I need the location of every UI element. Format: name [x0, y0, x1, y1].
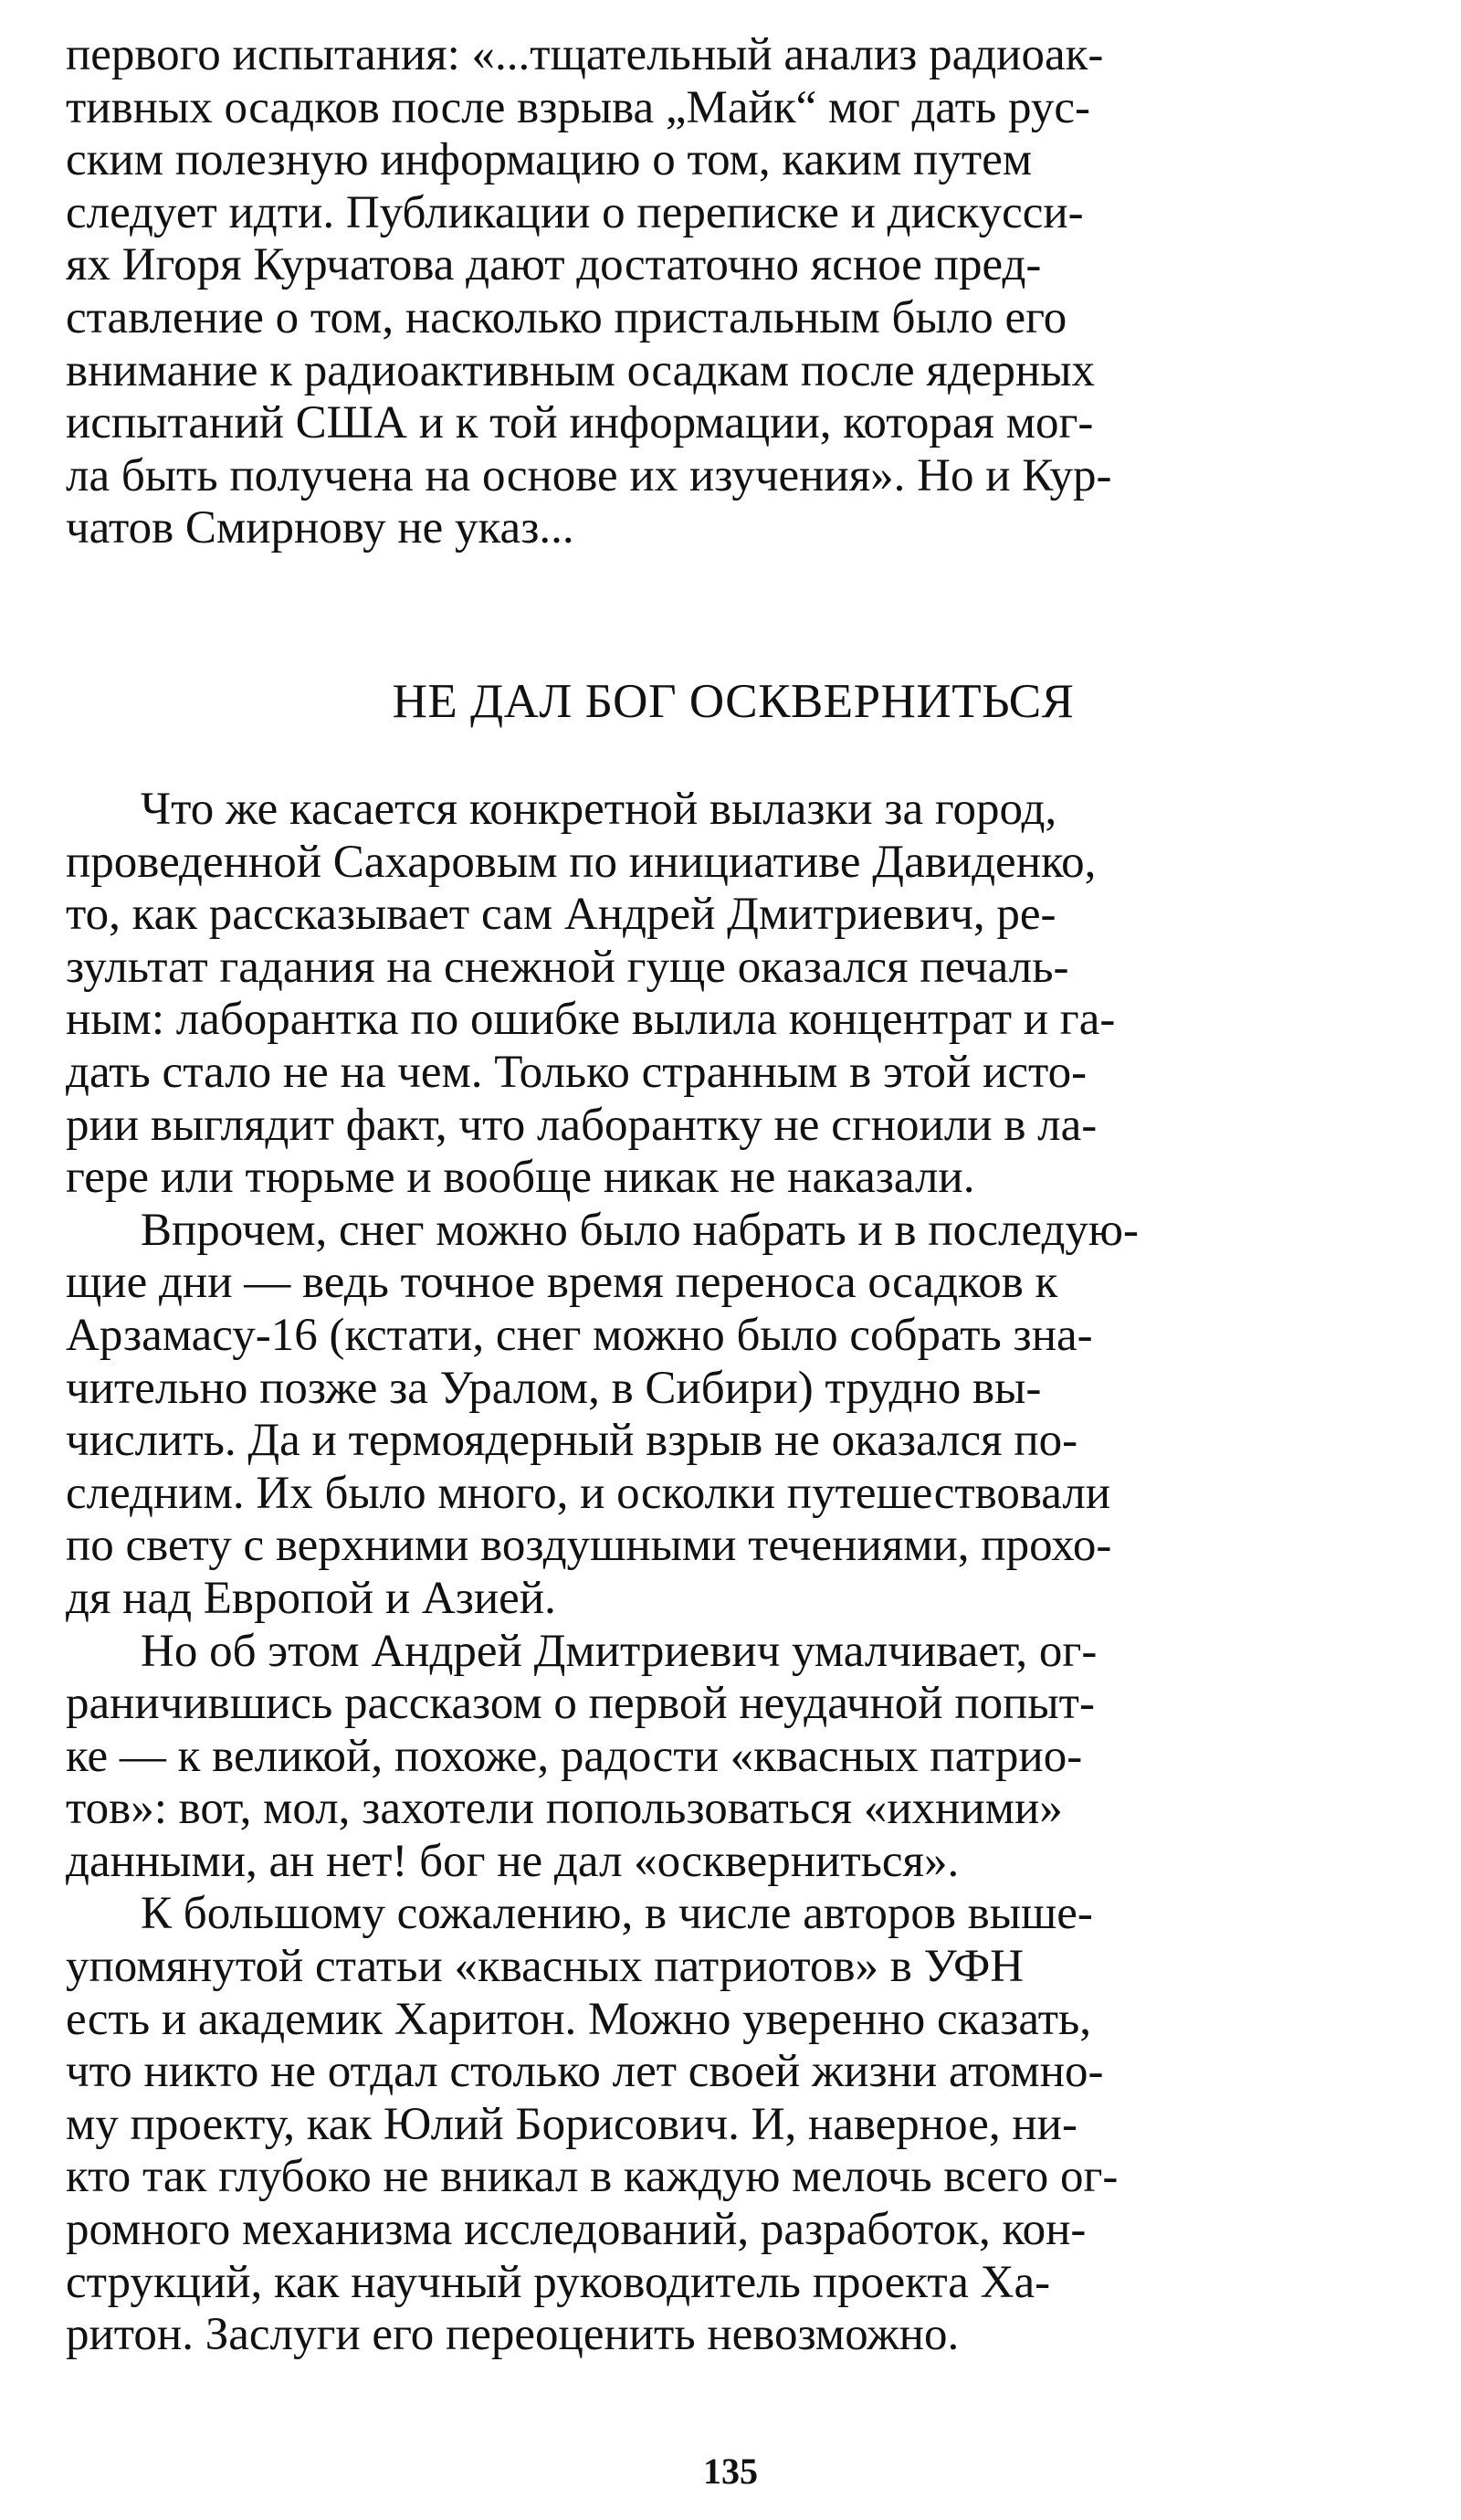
continued-paragraph-block — [66, 29, 1401, 555]
section-body — [66, 784, 1401, 2362]
paragraph: Что же касается конкретной вылазки за город, проведенной Сахаровым по инициативе Давиденко, то, как рассказывает сам Андрей Дмитриевич, ре- зультат гадания на снежной гуще оказался печаль- ным: лаборантка по ошибке вылила концентрат и га- дать стало не на чем. Только странным в этой исто- рии выглядит факт, что лаборантку не сгноили в ла- гере или тюрьме и вообще никак не наказали. — [66, 784, 1116, 1204]
section-heading: НЕ ДАЛ БОГ ОСКВЕРНИТЬСЯ — [392, 675, 1075, 728]
continued-paragraph: первого испытания: «...тщательный анализ радиоак- тивных осадков после взрыва „Майк“ мог дать рус- ским полезную информацию о том, каким путем следует идти. Публикации о переписке и дискусси- ях Игоря Курчатова дают достаточно ясное пред- ставление о том, насколько пристальным было его внимание к радиоактивным осадкам после ядерных испытаний США и к той информации, которая мог- ла быть получена на основе их изучения». Но и Кур- чатов Смирнову не указ... — [66, 29, 1112, 554]
paragraph: Впрочем, снег можно было набрать и в последую- щие дни — ведь точное время переноса осадков к Арзамасу-16 (кстати, снег можно было собрать зна- чительно позже за Уралом, в Сибири) трудно вы- числить. Да и термоядерный взрыв не оказался по- следним. Их было много, и осколки путешествовали по свету с верхними воздушными течениями, прохо- дя над Европой и Азией. — [66, 1204, 1139, 1624]
paragraph: Но об этом Андрей Дмитриевич умалчивает, ог- раничившись рассказом о первой неудачной попыт- ке — к великой, похоже, радости «квасных патрио- тов»: вот, мол, захотели попользоваться «ихними» данными, ан нет! бог не дал «оскверниться». — [66, 1625, 1098, 1887]
paragraph: К большому сожалению, в числе авторов выше- упомянутой статьи «квасных патриотов» в УФН есть и академик Харитон. Можно уверенно сказать, что никто не отдал столько лет своей жизни атомно- му проекту, как Юлий Борисович. И, наверное, ни- кто так глубоко не вникал в каждую мелочь всего ог- ромного механизма исследований, разработок, кон- струкций, как научный руководитель проекта Ха- ритон. Заслуги его переоценить невозможно. — [66, 1888, 1119, 2361]
page-number: 135 — [703, 2451, 758, 2492]
